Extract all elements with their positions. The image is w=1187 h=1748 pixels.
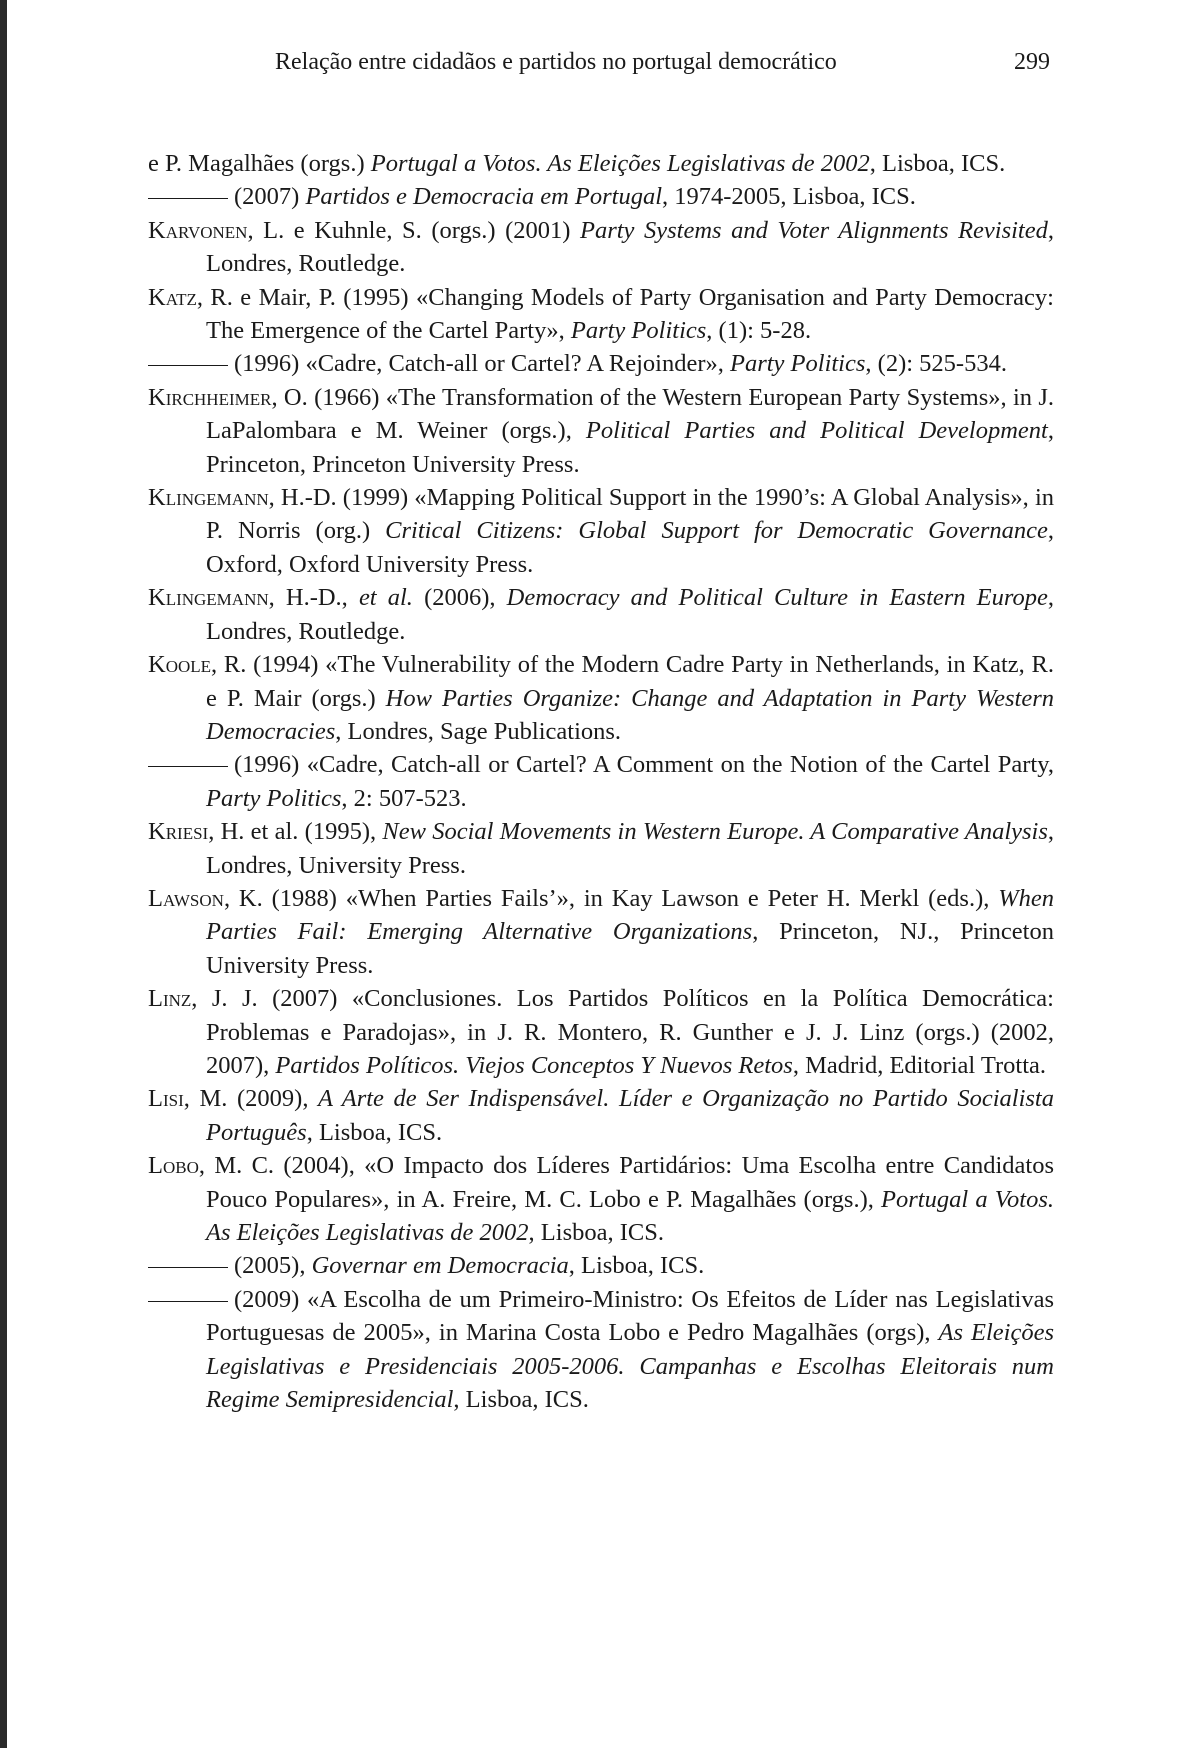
reference-text: , Oxford, Oxford University Press. bbox=[206, 517, 1054, 578]
reference-text: (2006), bbox=[412, 584, 507, 612]
reference-text: , M. (2009), bbox=[183, 1085, 319, 1113]
reference-entry bbox=[148, 982, 1054, 1082]
ditto-dash bbox=[148, 766, 228, 767]
reference-text: , J. J. (2007) «Conclusiones. Los Partidos Políticos en la Política Democrática: Problemas e Paradojas», in J. R. Montero, R. Gunther e J. J. Linz (orgs.) (2002, 2007), bbox=[191, 985, 1054, 1079]
reference-title: Party Systems and Voter Alignments Revisited bbox=[580, 216, 1048, 244]
reference-text: , H.-D. (1999) «Mapping Political Support in the 1990’s: A Global Analysis», in P. Norris (org.) bbox=[206, 484, 1054, 545]
reference-text: , K. (1988) «When Parties Fails’», in Kay Lawson e Peter H. Merkl (eds.), bbox=[223, 884, 999, 912]
reference-title: et al. bbox=[358, 584, 413, 612]
reference-text: , M. C. (2004), «O Impacto dos Líderes Partidários: Uma Escolha entre Candidatos Pouco Populares», in A. Freire, M. C. Lobo e P. Magalhães (orgs.), bbox=[198, 1152, 1054, 1213]
reference-title: Portugal a Votos. As Eleições Legislativas de 2002 bbox=[206, 1185, 1054, 1246]
reference-text: (2009) «A Escolha de um Primeiro-Ministro: Os Efeitos de Líder nas Legislativas Portuguesas de 2005», in Marina Costa Lobo e Pedro Magalhães (orgs), bbox=[206, 1285, 1054, 1347]
reference-entry bbox=[148, 214, 1054, 281]
ditto-dash bbox=[148, 365, 228, 366]
reference-entry bbox=[148, 1283, 1054, 1417]
reference-text: , Madrid, Editorial Trotta. bbox=[792, 1051, 1047, 1079]
reference-text: , Lisboa, ICS. bbox=[306, 1118, 443, 1146]
reference-text: (2007) bbox=[234, 183, 306, 211]
reference-author: Katz bbox=[148, 283, 197, 311]
page-binding-edge bbox=[0, 0, 7, 1748]
reference-text: , O. (1966) «The Transformation of the Western European Party Systems», in J. LaPalombara e M. Weiner (orgs.), bbox=[206, 383, 1054, 445]
reference-entry bbox=[148, 648, 1054, 748]
reference-text: , Princeton, Princeton University Press. bbox=[206, 417, 1054, 478]
reference-entry bbox=[148, 1082, 1054, 1149]
reference-author: Lawson bbox=[148, 884, 224, 912]
reference-author: Koole bbox=[148, 651, 212, 679]
reference-entry bbox=[148, 882, 1054, 982]
reference-text: , Princeton, NJ., Princeton University Press. bbox=[206, 918, 1054, 979]
reference-title: Party Politics bbox=[729, 350, 866, 378]
reference-text: (1996) «Cadre, Catch-all or Cartel? A Comment on the Notion of the Cartel Party, bbox=[234, 751, 1054, 779]
reference-list bbox=[148, 147, 1054, 1416]
reference-title: Party Politics bbox=[570, 317, 707, 345]
reference-title: Partidos e Democracia em Portugal bbox=[305, 183, 663, 211]
reference-text: , R. (1994) «The Vulnerability of the Modern Cadre Party in Netherlands, in Katz, R. e P. Mair (orgs.) bbox=[206, 651, 1054, 712]
reference-text: , L. e Kuhnle, S. (orgs.) (2001) bbox=[247, 216, 580, 244]
reference-text: , H. et al. (1995), bbox=[208, 818, 383, 846]
reference-title: New Social Movements in Western Europe. A Comparative Analysis bbox=[382, 818, 1048, 846]
reference-text: , Londres, Routledge. bbox=[206, 584, 1055, 645]
reference-entry bbox=[148, 1149, 1054, 1249]
reference-title: Party Politics bbox=[206, 784, 342, 812]
reference-title: Political Parties and Political Development bbox=[585, 417, 1048, 445]
reference-title: Partidos Políticos. Viejos Conceptos Y Nuevos Retos bbox=[275, 1051, 793, 1079]
reference-text: , (1): 5-28. bbox=[706, 317, 812, 345]
reference-title: When Parties Fail: Emerging Alternative Organizations bbox=[206, 884, 1054, 946]
reference-author: Klingemann bbox=[148, 584, 269, 612]
reference-entry bbox=[148, 581, 1054, 648]
reference-entry bbox=[148, 281, 1054, 348]
reference-author: Lobo bbox=[148, 1152, 199, 1180]
reference-text: , R. e Mair, P. (1995) «Changing Models of Party Organisation and Party Democracy: The Emergence of the Cartel Party», bbox=[196, 283, 1054, 345]
running-header-title: Relação entre cidadãos e partidos no portugal democrático bbox=[275, 49, 837, 75]
reference-title: Portugal a Votos. As Eleições Legislativas de 2002 bbox=[370, 150, 870, 177]
reference-title: Critical Citizens: Global Support for Democratic Governance bbox=[385, 517, 1048, 545]
ditto-dash bbox=[148, 1267, 228, 1268]
reference-entry bbox=[148, 1249, 1054, 1282]
reference-author: Linz bbox=[148, 985, 192, 1013]
reference-text: (1996) «Cadre, Catch-all or Cartel? A Rejoinder», bbox=[234, 350, 730, 378]
reference-entry bbox=[148, 381, 1054, 481]
reference-entry bbox=[148, 748, 1054, 815]
reference-text: e P. Magalhães (orgs.) bbox=[148, 150, 371, 177]
reference-author: Klingemann bbox=[148, 484, 269, 512]
reference-text: , Lisboa, ICS. bbox=[568, 1252, 705, 1280]
ditto-dash bbox=[148, 1301, 228, 1302]
ditto-dash bbox=[148, 198, 228, 199]
reference-title: Democracy and Political Culture in Eastern Europe bbox=[506, 584, 1048, 612]
reference-text: , Londres, Routledge. bbox=[206, 216, 1054, 278]
reference-entry bbox=[148, 815, 1054, 882]
reference-entry bbox=[148, 147, 1054, 180]
reference-title: As Eleições Legislativas e Presidenciais 2005-2006. Campanhas e Escolhas Eleitorais num Regime Semipresidencial bbox=[206, 1319, 1054, 1414]
reference-title: How Parties Organize: Change and Adaptation in Party Western Democracies bbox=[206, 684, 1054, 745]
reference-text: , Lisboa, ICS. bbox=[528, 1219, 664, 1246]
reference-title: Governar em Democracia bbox=[311, 1252, 569, 1280]
reference-text: (2005), bbox=[234, 1252, 312, 1280]
reference-text: , H.-D., bbox=[268, 584, 359, 612]
reference-entry bbox=[148, 180, 1054, 213]
reference-author: Kirchheimer bbox=[148, 383, 272, 411]
reference-title: A Arte de Ser Indispensável. Líder e Organização no Partido Socialista Português bbox=[206, 1085, 1054, 1146]
reference-author: Kriesi bbox=[148, 818, 209, 846]
reference-entry bbox=[148, 481, 1054, 581]
reference-entry bbox=[148, 347, 1054, 380]
page-number: 299 bbox=[1014, 49, 1050, 75]
reference-text: , 2: 507-523. bbox=[341, 784, 467, 812]
reference-author: Lisi bbox=[148, 1085, 184, 1113]
reference-text: , (2): 525-534. bbox=[865, 350, 1007, 378]
reference-text: , Londres, Sage Publications. bbox=[335, 717, 622, 745]
reference-text: , Lisboa, ICS. bbox=[453, 1386, 589, 1414]
reference-text: , Lisboa, ICS. bbox=[869, 150, 1006, 177]
reference-text: , 1974-2005, Lisboa, ICS. bbox=[662, 183, 916, 211]
reference-author: Karvonen bbox=[148, 216, 248, 244]
reference-text: , Londres, University Press. bbox=[206, 818, 1054, 879]
